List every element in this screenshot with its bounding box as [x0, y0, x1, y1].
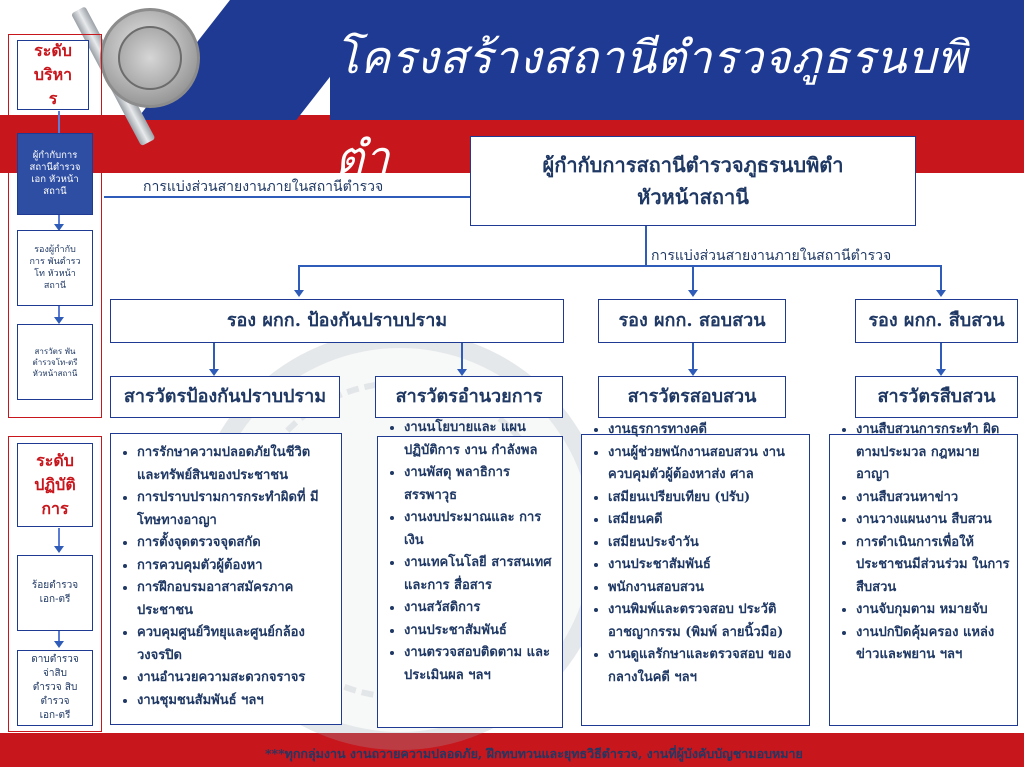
arrow-down-icon	[688, 369, 698, 376]
deputy-box: รองผู้กำกับ การ พันตำรว โท หัวหน้า สถานี	[17, 230, 93, 306]
commander-top-subtitle: หัวหน้าสถานี	[637, 185, 749, 209]
duty-item: • งานผู้ช่วยพนักงานสอบสวน งานควบคุมตัวผู้ต้องหาส่ง ศาล	[608, 442, 805, 487]
duty-item: • งานสวัสดิการ	[404, 597, 558, 620]
police-emblem-center	[118, 26, 182, 90]
rail-connector	[58, 111, 60, 133]
duty-item: • เสมียนเปรียบเทียบ (ปรับ)	[608, 487, 805, 510]
duty-item: • งานประชาสัมพันธ์	[404, 620, 558, 643]
duty-list	[830, 419, 1017, 667]
duty-item: • งานวางแผนงาน สืบสวน	[856, 509, 1013, 532]
branch-drop	[692, 265, 694, 291]
arrow-down-icon	[457, 369, 467, 376]
duty-item: • งานปกปิดคุ้มครอง แหล่งข่าวและพยาน ฯลฯ	[856, 622, 1013, 667]
division-note-left: การแบ่งส่วนสายงานภายในสถานีตำรวจ	[143, 179, 384, 195]
duty-item: • งานประชาสัมพันธ์	[608, 554, 805, 577]
section-prevention-title: สารวัตรป้องกันปราบปราม	[110, 376, 340, 418]
duty-item: • งานชุมชนสัมพันธ์ ฯลฯ	[137, 690, 337, 713]
commander-top-box	[470, 136, 916, 226]
duty-list	[582, 419, 809, 689]
division-note-right: การแบ่งส่วนสายงานภายในสถานีตำรวจ	[651, 248, 892, 264]
duty-item: • พนักงานสอบสวน	[608, 577, 805, 600]
sub-inspector-box: ร้อยตำรวจ เอก-ตรี	[17, 555, 93, 631]
nco-box: ดาบตำรวจ จ่าสิบตำรวจ สิบตำรวจ เอก-ตรี	[17, 650, 93, 726]
arrow-down-icon	[54, 641, 64, 648]
arrow-down-icon	[294, 290, 304, 297]
commander-box: ผู้กำกับการ สถานีตำรวจ เอก หัวหน้า สถานี	[17, 133, 93, 215]
duty-item: • การรักษาความปลอดภัยในชีวิต และทรัพย์สินของประชาชน	[137, 442, 337, 487]
duty-item: • งานเทคโนโลยี สารสนเทศและการ สื่อสาร	[404, 552, 558, 597]
duty-item: • งานอำนวยความสะดวกจราจร	[137, 667, 337, 690]
duty-item: • งานจับกุมตาม หมายจับ	[856, 599, 1013, 622]
duty-list	[111, 442, 341, 712]
branch-line	[298, 265, 942, 267]
duty-item: • การดำเนินการเพื่อให้ ประชาชนมีส่วนร่วม ในการสืบสวน	[856, 532, 1013, 600]
section-admin-title: สารวัตรอำนวยการ	[375, 376, 563, 418]
branch-drop	[940, 265, 942, 291]
duty-item: • งานดูแลรักษาและตรวจสอบ ของกลางในคดี ฯลฯ	[608, 644, 805, 689]
branch-drop	[298, 265, 300, 291]
deputy-investigation-box: รอง ผกก. สอบสวน	[598, 299, 786, 343]
trunk-line	[645, 226, 647, 266]
duty-item: • งานธุรการทางคดี	[608, 419, 805, 442]
page-title: โครงสร้างสถานีตำรวจภูธรนบพิตำ	[335, 31, 968, 184]
duty-item: • เสมียนคดี	[608, 509, 805, 532]
connector	[692, 343, 694, 371]
inspector-box: สารวัตร พันตำรวจโท-ตรี หัวหน้าสถานี	[17, 324, 93, 400]
duty-item: • ควบคุมศูนย์วิทยุและศูนย์กล้อง วงจรปิด	[137, 622, 337, 667]
duty-list	[378, 417, 562, 687]
arrow-down-icon	[936, 369, 946, 376]
footnote: ***ทุกกลุ่มงาน งานถวายความปลอดภัย, ฝึกทบทวนและยุทธวิธีตำรวจ, งานที่ผู้บังคับบัญชามอบหมาย	[265, 746, 803, 761]
section-investigation-list	[581, 422, 810, 726]
commander-top-title: ผู้กำกับการสถานีตำรวจภูธรนบพิตำ	[542, 153, 844, 177]
deputy-detective-box: รอง ผกก. สืบสวน	[855, 299, 1018, 343]
duty-item: • งานพิมพ์และตรวจสอบ ประวัติอาชญากรรม (พิมพ์ ลายนิ้วมือ)	[608, 599, 805, 644]
connector	[461, 343, 463, 371]
duty-item: • การควบคุมตัวผู้ต้องหา	[137, 555, 337, 578]
deputy-prevention-box: รอง ผกก. ป้องกันปราบปราม	[110, 299, 564, 343]
arrow-down-icon	[688, 290, 698, 297]
duty-item: • งานตรวจสอบติดตาม และประเมินผล ฯลฯ	[404, 642, 558, 687]
connector	[213, 343, 215, 371]
arrow-down-icon	[54, 546, 64, 553]
duty-item: • งานพัสดุ พลาธิการ สรรพาวุธ	[404, 462, 558, 507]
section-prevention-list	[110, 433, 342, 725]
ops-level-label: ระดับ ปฏิบัติ การ	[17, 443, 93, 527]
division-line-left	[104, 196, 470, 198]
duty-item: • งานนโยบายและ แผนปฏิบัติการ งาน กำลังพล	[404, 417, 558, 462]
arrow-down-icon	[54, 317, 64, 324]
connector	[940, 343, 942, 371]
arrow-down-icon	[936, 290, 946, 297]
duty-item: • การปราบปรามการกระทำผิดที่ มีโทษทางอาญา	[137, 487, 337, 532]
duty-item: • งานสืบสวนหาข่าว	[856, 487, 1013, 510]
section-detective-list	[829, 422, 1018, 726]
duty-item: • เสมียนประจำวัน	[608, 532, 805, 555]
section-detective-title: สารวัตรสืบสวน	[855, 376, 1018, 418]
section-admin-list	[377, 420, 563, 728]
section-investigation-title: สารวัตรสอบสวน	[598, 376, 786, 418]
admin-level-label: ระดับ บริหา ร	[17, 40, 89, 110]
arrow-down-icon	[209, 369, 219, 376]
duty-item: • การฝึกอบรมอาสาสมัครภาค ประชาชน	[137, 577, 337, 622]
duty-item: • การตั้งจุดตรวจจุดสกัด	[137, 532, 337, 555]
rail-connector	[58, 528, 60, 548]
duty-item: • งานสืบสวนการกระทำ ผิดตามประมวล กฎหมายอาญา	[856, 419, 1013, 487]
duty-item: • งานงบประมาณและ การเงิน	[404, 507, 558, 552]
